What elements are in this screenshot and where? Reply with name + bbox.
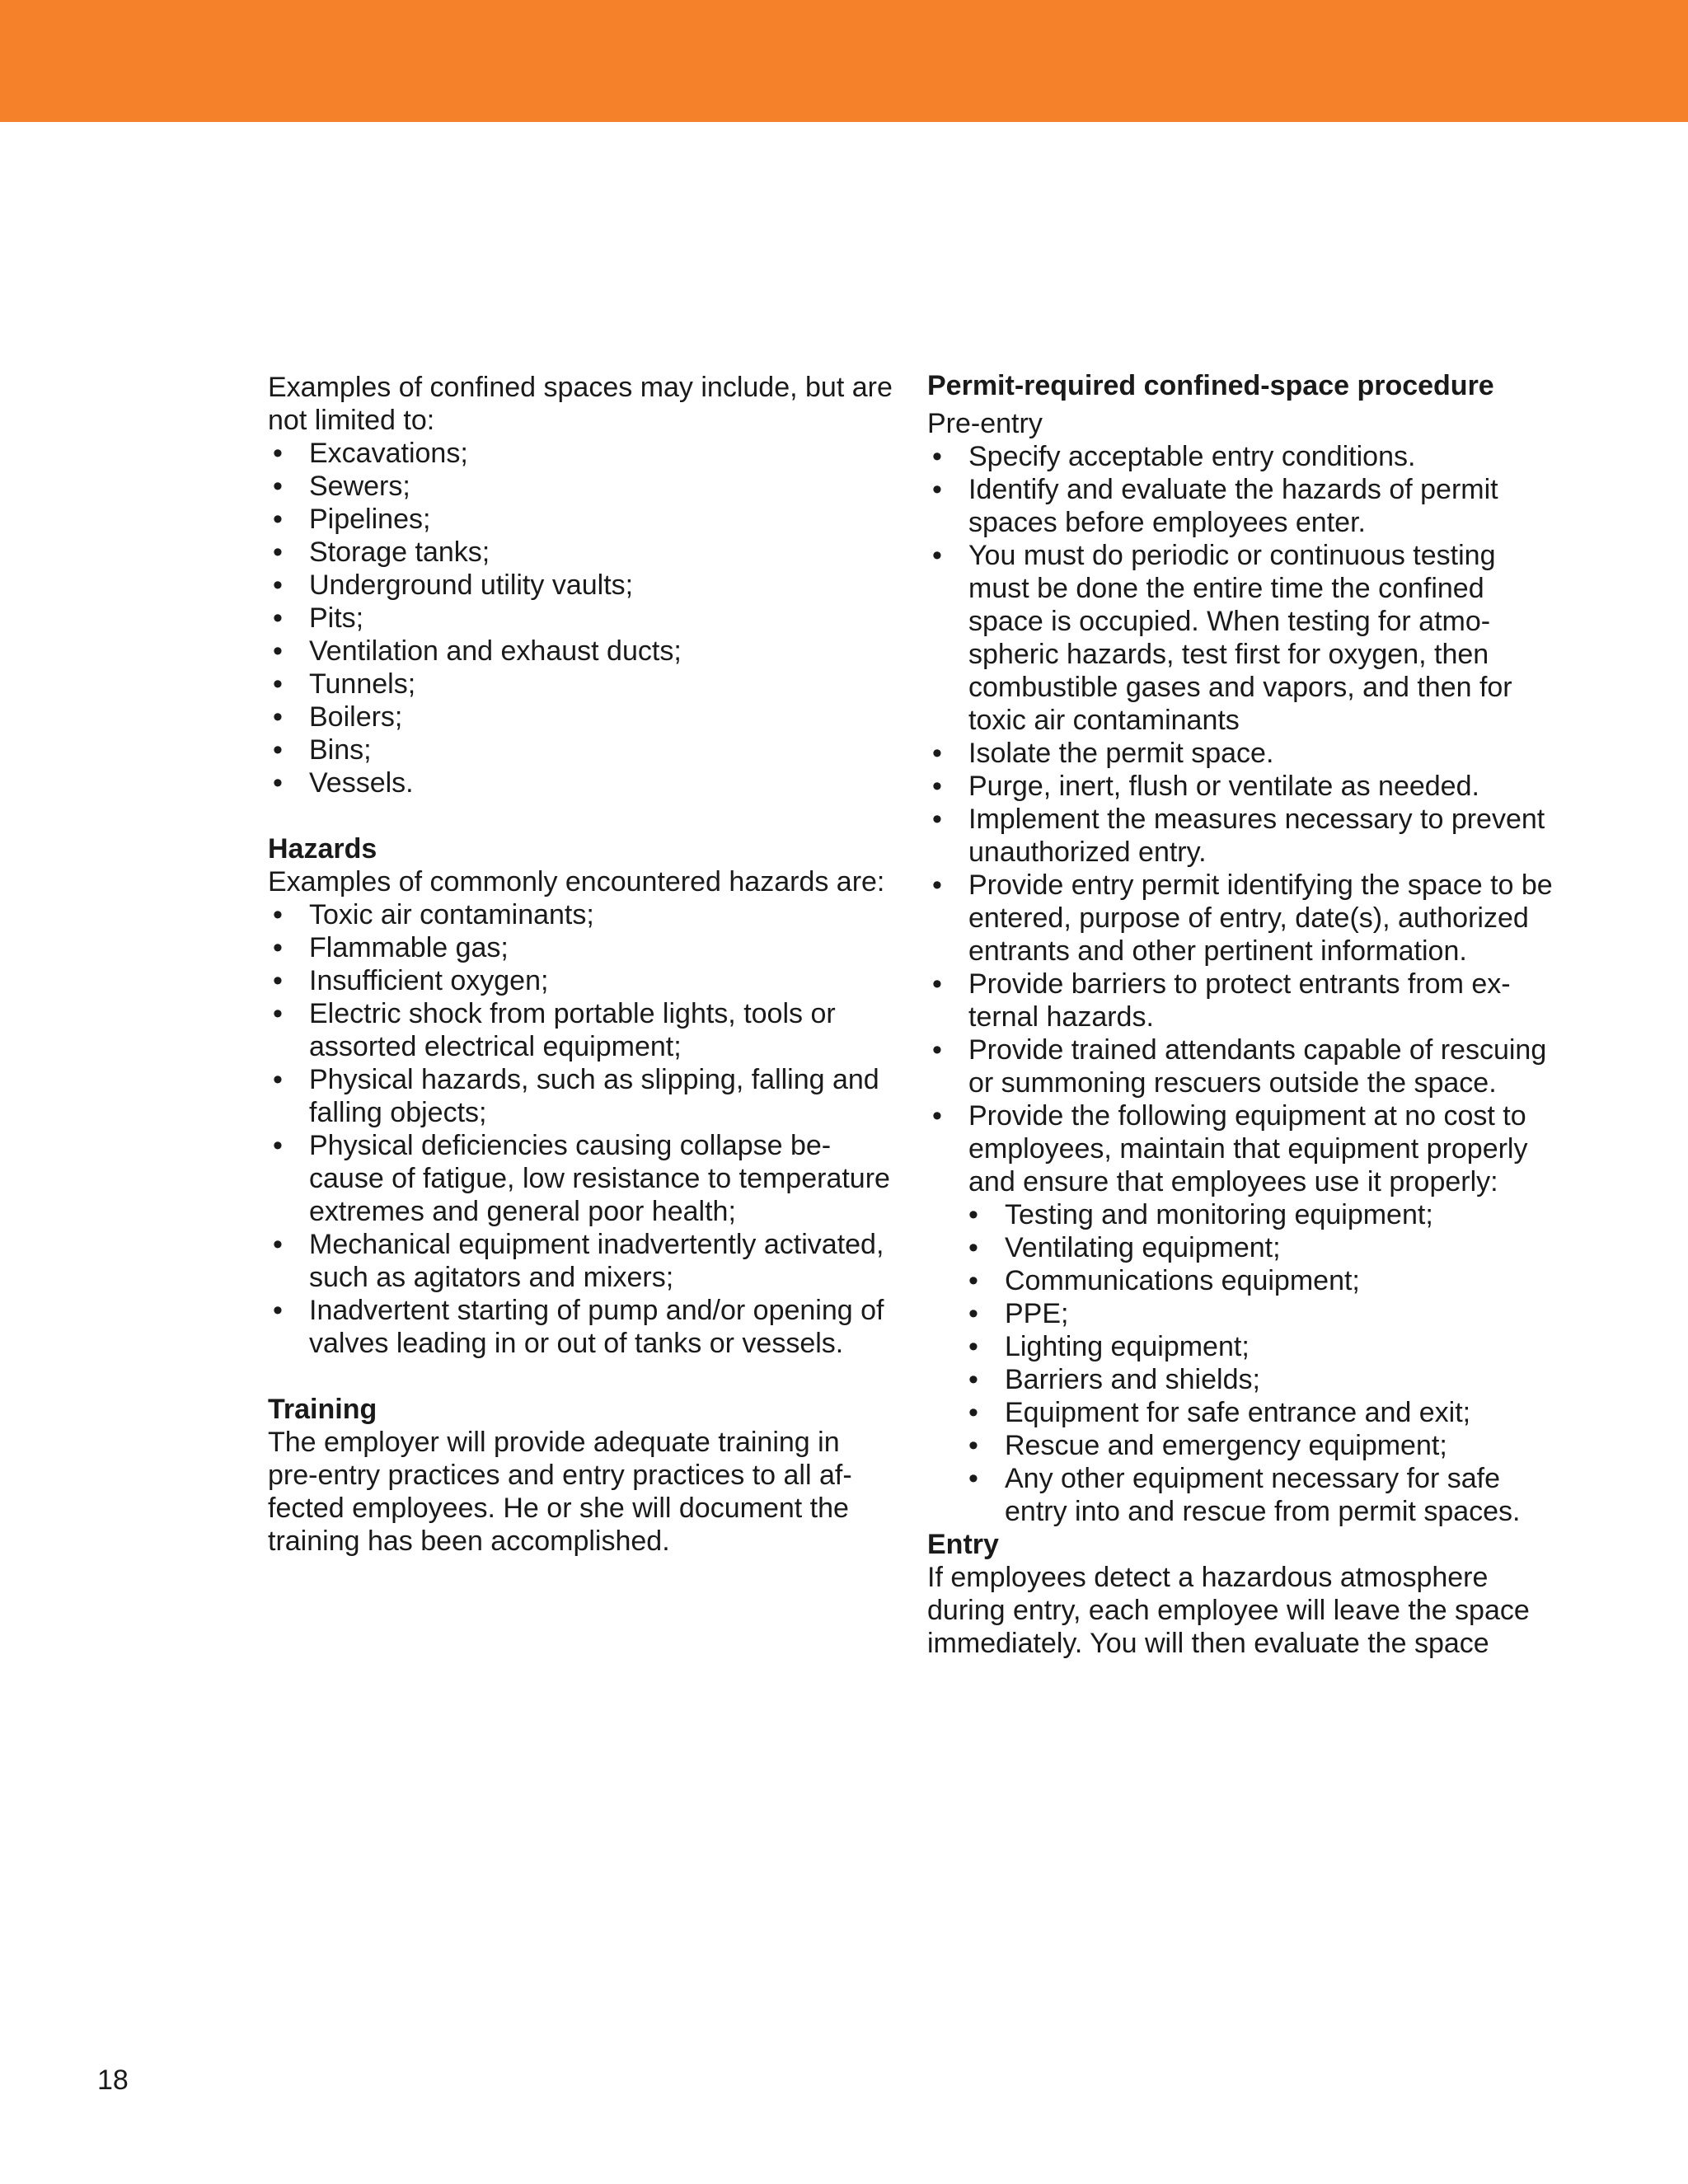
entry-heading: Entry — [927, 1529, 999, 1560]
hazards-list — [268, 898, 894, 1360]
left-column — [268, 371, 894, 1558]
list-item: • Electric shock from portable lights, tools or assorted electrical equipment; — [268, 997, 894, 1063]
confined-spaces-list — [268, 437, 894, 799]
confined-spaces-intro: Examples of confined spaces may include, but are not limited to: — [268, 372, 893, 436]
list-item: • Implement the measures necessary to prevent unauthorized entry. — [927, 803, 1554, 869]
right-column — [927, 369, 1554, 1660]
list-item: • Pits; — [268, 602, 894, 635]
list-item: • Boilers; — [268, 701, 894, 733]
equipment-list — [927, 1198, 1554, 1528]
list-item: • Physical hazards, such as slipping, falling and falling objects; — [268, 1063, 894, 1129]
list-item: • Isolate the permit space. — [927, 737, 1554, 770]
hazards-intro: Examples of commonly encountered hazards are: — [268, 866, 885, 898]
list-item: • You must do periodic or continuous testing must be done the entire time the confined space is occupied. When testing for atmospheric hazards, test first for oxygen, then combustible gases and vapors, and then for toxic air contaminants — [927, 539, 1554, 737]
list-item: • Provide trained attendants capable of rescuing or summoning rescuers outside the space. — [927, 1033, 1554, 1099]
list-item: • Excavations; — [268, 437, 894, 470]
list-item: • Lighting equipment; — [927, 1330, 1554, 1363]
list-item: • Identify and evaluate the hazards of permit spaces before employees enter. — [927, 473, 1554, 539]
list-item: • Testing and monitoring equipment; — [927, 1198, 1554, 1231]
training-text: The employer will provide adequate training in pre-entry practices and entry practices to all affected employees. He or she will document the training has been accomplished. — [268, 1427, 852, 1557]
list-item: • Mechanical equipment inadvertently activated, such as agitators and mixers; — [268, 1228, 894, 1294]
list-item: • Rescue and emergency equipment; — [927, 1429, 1554, 1462]
list-item: • Provide entry permit identifying the space to be entered, purpose of entry, date(s), authorized entrants and other pertinent information. — [927, 869, 1554, 968]
list-item: • Ventilating equipment; — [927, 1231, 1554, 1264]
list-item: • Storage tanks; — [268, 536, 894, 569]
hazards-heading: Hazards — [268, 833, 377, 865]
list-item: • Specify acceptable entry conditions. — [927, 440, 1554, 473]
procedure-heading: Permit-required confined-space procedure — [927, 370, 1494, 401]
list-item: • PPE; — [927, 1297, 1554, 1330]
list-item: • Toxic air contaminants; — [268, 898, 894, 931]
list-item: • Equipment for safe entrance and exit; — [927, 1396, 1554, 1429]
training-heading: Training — [268, 1394, 377, 1425]
list-item: • Insufficient oxygen; — [268, 964, 894, 997]
list-item: • Communications equipment; — [927, 1264, 1554, 1297]
list-item: • Barriers and shields; — [927, 1363, 1554, 1396]
list-item: • Ventilation and exhaust ducts; — [268, 635, 894, 668]
entry-text: If employees detect a hazardous atmosphere during entry, each employee will leave the space immediately. You will then evaluate the space — [927, 1562, 1530, 1659]
list-item: • Physical deficiencies causing collapse because of fatigue, low resistance to temperature extremes and general poor health; — [268, 1129, 894, 1228]
list-item: • Sewers; — [268, 470, 894, 503]
list-item: • Purge, inert, flush or ventilate as needed. — [927, 770, 1554, 803]
list-item: • Underground utility vaults; — [268, 569, 894, 602]
preentry-label: Pre-entry — [927, 408, 1043, 439]
top-color-band — [0, 0, 1688, 122]
list-item: • Bins; — [268, 733, 894, 766]
list-item: • Any other equipment necessary for safe entry into and rescue from permit spaces. — [927, 1462, 1554, 1528]
list-item: • Inadvertent starting of pump and/or opening of valves leading in or out of tanks or vessels. — [268, 1294, 894, 1360]
list-item: • Vessels. — [268, 766, 894, 799]
list-item: • Tunnels; — [268, 668, 894, 701]
list-item: • Flammable gas; — [268, 931, 894, 964]
page-number: 18 — [97, 2064, 129, 2096]
list-item: • Pipelines; — [268, 503, 894, 536]
preentry-list — [927, 440, 1554, 1198]
list-item: • Provide barriers to protect entrants from external hazards. — [927, 968, 1554, 1033]
list-item: • Provide the following equipment at no cost to employees, maintain that equipment properly and ensure that employees use it properly: — [927, 1099, 1554, 1198]
